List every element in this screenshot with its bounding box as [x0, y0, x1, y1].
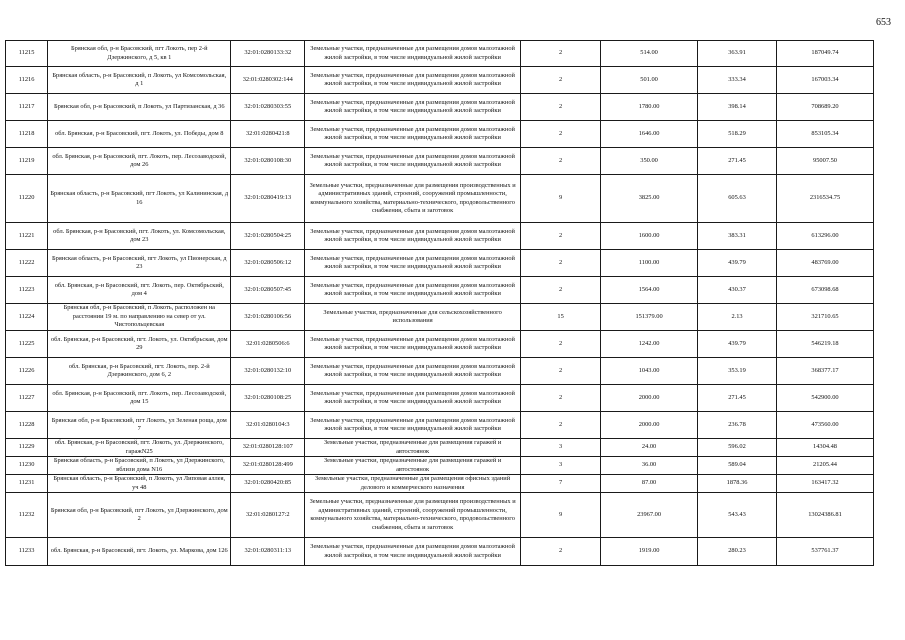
cadastral-number-cell: 32:01:0280132:10	[231, 358, 305, 385]
cadastral-number-cell: 32:01:0280106:56	[231, 304, 305, 331]
cadastral-value-cell: 708689.20	[777, 94, 874, 121]
address-cell: Брянская область, р-н Брасовский, п Локоть, ул Комсомольская, д 1	[48, 67, 231, 94]
address-cell: обл. Брянская, р-н Брасовский, пгт. Локоть, пер. 2-й Дзержинского, дом 6, 2	[48, 358, 231, 385]
row-number: 11218	[6, 121, 48, 148]
row-number: 11232	[6, 493, 48, 538]
cadastral-value-cell: 368377.17	[777, 358, 874, 385]
address-cell: Брянская обл, р-н Брасовский, п Локоть, расположен на расстоянии 19 м. по направлению на север от ул. Чистопольцевская	[48, 304, 231, 331]
area-cell: 23967.00	[601, 493, 698, 538]
area-cell: 350.00	[601, 148, 698, 175]
land-use-cell: Земельные участки, предназначенные для размещения производственных и административных зданий, строений, сооружений промышленности, коммунального хозяйства, материально-технического, продовольственного снабжения, сбыта и заготовок	[305, 175, 521, 223]
row-number: 11220	[6, 175, 48, 223]
cadastral-value-cell: 673098.68	[777, 277, 874, 304]
land-use-cell: Земельные участки, предназначенные для размещения домов малоэтажной жилой застройки, в том числе индивидуальной жилой застройки	[305, 358, 521, 385]
specific-value-cell: 236.78	[698, 412, 777, 439]
land-use-cell: Земельные участки, предназначенные для размещения офисных зданий делового и коммерческого назначения	[305, 475, 521, 493]
land-registry-table	[5, 40, 874, 566]
specific-value-cell: 271.45	[698, 385, 777, 412]
row-number: 11219	[6, 148, 48, 175]
use-group-cell: 2	[521, 412, 601, 439]
table-row	[6, 493, 874, 538]
table-row	[6, 223, 874, 250]
use-group-cell: 9	[521, 493, 601, 538]
specific-value-cell: 353.19	[698, 358, 777, 385]
cadastral-value-cell: 613296.00	[777, 223, 874, 250]
address-cell: обл. Брянская, р-н Брасовский, пгт. Локоть, ул. Комсомольская, дом 23	[48, 223, 231, 250]
land-use-cell: Земельные участки, предназначенные для размещения домов малоэтажной жилой застройки, в том числе индивидуальной жилой застройки	[305, 250, 521, 277]
table-row	[6, 358, 874, 385]
use-group-cell: 2	[521, 41, 601, 67]
specific-value-cell: 596.02	[698, 439, 777, 457]
table-row	[6, 148, 874, 175]
land-use-cell: Земельные участки, предназначенные для размещения гаражей и автостоянок	[305, 439, 521, 457]
area-cell: 501.00	[601, 67, 698, 94]
cadastral-value-cell: 2316534.75	[777, 175, 874, 223]
row-number: 11230	[6, 457, 48, 475]
address-cell: обл. Брянская, р-н Брасовский, пгт. Локоть, пер. Лесозаводской, дом 26	[48, 148, 231, 175]
specific-value-cell: 383.31	[698, 223, 777, 250]
use-group-cell: 2	[521, 538, 601, 566]
table-row	[6, 175, 874, 223]
area-cell: 1242.00	[601, 331, 698, 358]
area-cell: 3825.00	[601, 175, 698, 223]
specific-value-cell: 271.45	[698, 148, 777, 175]
area-cell: 1600.00	[601, 223, 698, 250]
specific-value-cell: 280.23	[698, 538, 777, 566]
land-use-cell: Земельные участки, предназначенные для размещения домов малоэтажной жилой застройки, в том числе индивидуальной жилой застройки	[305, 67, 521, 94]
row-number: 11226	[6, 358, 48, 385]
row-number: 11221	[6, 223, 48, 250]
cadastral-number-cell: 32:01:0280303:55	[231, 94, 305, 121]
specific-value-cell: 1878.36	[698, 475, 777, 493]
cadastral-value-cell: 853105.34	[777, 121, 874, 148]
table-row	[6, 475, 874, 493]
table-row	[6, 67, 874, 94]
use-group-cell: 2	[521, 277, 601, 304]
area-cell: 24.00	[601, 439, 698, 457]
specific-value-cell: 605.63	[698, 175, 777, 223]
row-number: 11227	[6, 385, 48, 412]
use-group-cell: 2	[521, 121, 601, 148]
cadastral-value-cell: 21205.44	[777, 457, 874, 475]
cadastral-number-cell: 32:01:0280419:13	[231, 175, 305, 223]
cadastral-number-cell: 32:01:0280506:12	[231, 250, 305, 277]
use-group-cell: 2	[521, 331, 601, 358]
land-use-cell: Земельные участки, предназначенные для размещения домов малоэтажной жилой застройки, в том числе индивидуальной жилой застройки	[305, 385, 521, 412]
area-cell: 1043.00	[601, 358, 698, 385]
use-group-cell: 3	[521, 457, 601, 475]
address-cell: Брянская обл, р-н Брасовский, п Локоть, ул Партизанская, д 36	[48, 94, 231, 121]
row-number: 11231	[6, 475, 48, 493]
cadastral-value-cell: 167003.34	[777, 67, 874, 94]
cadastral-value-cell: 187049.74	[777, 41, 874, 67]
specific-value-cell: 543.43	[698, 493, 777, 538]
address-cell: обл. Брянская, р-н Брасовский, пгт. Локоть, ул. Маркова, дом 126	[48, 538, 231, 566]
use-group-cell: 2	[521, 148, 601, 175]
use-group-cell: 9	[521, 175, 601, 223]
address-cell: Брянская обл, р-н Брасовский, пгт Локоть, пер 2-й Дзержинского, д 5, кв 1	[48, 41, 231, 67]
cadastral-number-cell: 32:01:0280507:45	[231, 277, 305, 304]
cadastral-value-cell: 537761.37	[777, 538, 874, 566]
specific-value-cell: 398.14	[698, 94, 777, 121]
row-number: 11224	[6, 304, 48, 331]
land-use-cell: Земельные участки, предназначенные для размещения домов малоэтажной жилой застройки, в том числе индивидуальной жилой застройки	[305, 94, 521, 121]
land-use-cell: Земельные участки, предназначенные для размещения домов малоэтажной жилой застройки, в том числе индивидуальной жилой застройки	[305, 412, 521, 439]
land-use-cell: Земельные участки, предназначенные для размещения домов малоэтажной жилой застройки, в том числе индивидуальной жилой застройки	[305, 331, 521, 358]
row-number: 11233	[6, 538, 48, 566]
address-cell: обл. Брянская, р-н Брасовский, пгт. Локоть, пер. Октябрьский, дом 4	[48, 277, 231, 304]
address-cell: обл. Брянская, р-н Брасовский, пгт. Локоть, ул. Дзержинского, гаражN25	[48, 439, 231, 457]
cadastral-number-cell: 32:01:0280420:85	[231, 475, 305, 493]
use-group-cell: 2	[521, 250, 601, 277]
use-group-cell: 7	[521, 475, 601, 493]
address-cell: обл. Брянская, р-н Брасовский, пгт. Локоть, ул. Октябрьская, дом 29	[48, 331, 231, 358]
area-cell: 1564.00	[601, 277, 698, 304]
cadastral-number-cell: 32:01:0280128:499	[231, 457, 305, 475]
cadastral-number-cell: 32:01:0280311:13	[231, 538, 305, 566]
land-use-cell: Земельные участки, предназначенные для размещения гаражей и автостоянок	[305, 457, 521, 475]
specific-value-cell: 518.29	[698, 121, 777, 148]
row-number: 11229	[6, 439, 48, 457]
use-group-cell: 2	[521, 67, 601, 94]
row-number: 11215	[6, 41, 48, 67]
area-cell: 87.00	[601, 475, 698, 493]
row-number: 11217	[6, 94, 48, 121]
cadastral-number-cell: 32:01:0280127:2	[231, 493, 305, 538]
address-cell: Брянская область, р-н Брасовский, пгт Локоть, ул Калининская, д 16	[48, 175, 231, 223]
table-row	[6, 385, 874, 412]
table-row	[6, 439, 874, 457]
address-cell: обл. Брянская, р-н Брасовский, пгт. Локоть, ул. Победы, дом 8	[48, 121, 231, 148]
area-cell: 1780.00	[601, 94, 698, 121]
cadastral-number-cell: 32:01:0280133:32	[231, 41, 305, 67]
cadastral-value-cell: 14304.48	[777, 439, 874, 457]
row-number: 11222	[6, 250, 48, 277]
specific-value-cell: 439.79	[698, 250, 777, 277]
cadastral-value-cell: 542900.00	[777, 385, 874, 412]
specific-value-cell: 2.13	[698, 304, 777, 331]
area-cell: 1100.00	[601, 250, 698, 277]
table-row	[6, 94, 874, 121]
row-number: 11228	[6, 412, 48, 439]
address-cell: Брянская область, р-н Брасовский, п Локоть, ул Дзержинского, вблизи дома N16	[48, 457, 231, 475]
use-group-cell: 2	[521, 223, 601, 250]
cadastral-number-cell: 32:01:0280128:107	[231, 439, 305, 457]
land-use-cell: Земельные участки, предназначенные для размещения домов малоэтажной жилой застройки, в том числе индивидуальной жилой застройки	[305, 148, 521, 175]
land-use-cell: Земельные участки, предназначенные для размещения домов малоэтажной жилой застройки, в том числе индивидуальной жилой застройки	[305, 538, 521, 566]
row-number: 11225	[6, 331, 48, 358]
use-group-cell: 2	[521, 94, 601, 121]
use-group-cell: 3	[521, 439, 601, 457]
use-group-cell: 15	[521, 304, 601, 331]
area-cell: 2000.00	[601, 412, 698, 439]
specific-value-cell: 430.37	[698, 277, 777, 304]
land-use-cell: Земельные участки, предназначенные для размещения производственных и административных зданий, строений, сооружений промышленности, коммунального хозяйства, материально-технического, продовольственного снабжения, сбыта и заготовок	[305, 493, 521, 538]
area-cell: 36.00	[601, 457, 698, 475]
cadastral-number-cell: 32:01:0280108:25	[231, 385, 305, 412]
cadastral-number-cell: 32:01:0280504:25	[231, 223, 305, 250]
cadastral-value-cell: 546219.18	[777, 331, 874, 358]
address-cell: Брянская обл, р-н Брасовский, пгт Локоть, ул Дзержинского, дом 2	[48, 493, 231, 538]
table-row	[6, 41, 874, 67]
address-cell: Брянская обл, р-н Брасовский, пгт Локоть, ул Зеленая роща, дом 7	[48, 412, 231, 439]
cadastral-number-cell: 32:01:0280108:30	[231, 148, 305, 175]
row-number: 11223	[6, 277, 48, 304]
table-row	[6, 538, 874, 566]
land-use-cell: Земельные участки, предназначенные для размещения домов малоэтажной жилой застройки, в том числе индивидуальной жилой застройки	[305, 223, 521, 250]
land-use-cell: Земельные участки, предназначенные для размещения домов малоэтажной жилой застройки, в том числе индивидуальной жилой застройки	[305, 41, 521, 67]
table-row	[6, 121, 874, 148]
cadastral-value-cell: 163417.32	[777, 475, 874, 493]
area-cell: 1646.00	[601, 121, 698, 148]
table-row	[6, 250, 874, 277]
table-row	[6, 331, 874, 358]
table-row	[6, 457, 874, 475]
table-body	[6, 41, 874, 566]
area-cell: 151379.00	[601, 304, 698, 331]
cadastral-number-cell: 32:01:0280506:6	[231, 331, 305, 358]
use-group-cell: 2	[521, 385, 601, 412]
address-cell: обл. Брянская, р-н Брасовский, пгт. Локоть, пер. Лесозаводской, дом 15	[48, 385, 231, 412]
use-group-cell: 2	[521, 358, 601, 385]
area-cell: 2000.00	[601, 385, 698, 412]
table-row	[6, 412, 874, 439]
specific-value-cell: 439.79	[698, 331, 777, 358]
cadastral-value-cell: 321710.65	[777, 304, 874, 331]
row-number: 11216	[6, 67, 48, 94]
land-use-cell: Земельные участки, предназначенные для размещения домов малоэтажной жилой застройки, в том числе индивидуальной жилой застройки	[305, 121, 521, 148]
specific-value-cell: 333.34	[698, 67, 777, 94]
cadastral-value-cell: 483769.00	[777, 250, 874, 277]
address-cell: Брянская область, р-н Брасовский, пгт Локоть, ул Пионерская, д 23	[48, 250, 231, 277]
table-row	[6, 304, 874, 331]
table-row	[6, 277, 874, 304]
cadastral-value-cell: 13024386.81	[777, 493, 874, 538]
area-cell: 514.00	[601, 41, 698, 67]
cadastral-value-cell: 473560.00	[777, 412, 874, 439]
specific-value-cell: 589.04	[698, 457, 777, 475]
cadastral-number-cell: 32:01:0280421:8	[231, 121, 305, 148]
address-cell: Брянская область, р-н Брасовский, п Локоть, ул Липовая аллея, уч 48	[48, 475, 231, 493]
area-cell: 1919.00	[601, 538, 698, 566]
specific-value-cell: 363.91	[698, 41, 777, 67]
cadastral-number-cell: 32:01:0280104:3	[231, 412, 305, 439]
land-use-cell: Земельные участки, предназначенные для размещения домов малоэтажной жилой застройки, в том числе индивидуальной жилой застройки	[305, 277, 521, 304]
cadastral-value-cell: 95007.50	[777, 148, 874, 175]
land-use-cell: Земельные участки, предназначенные для сельскохозяйственного использования	[305, 304, 521, 331]
cadastral-number-cell: 32:01:0280302:144	[231, 67, 305, 94]
page-number: 653	[876, 17, 891, 28]
